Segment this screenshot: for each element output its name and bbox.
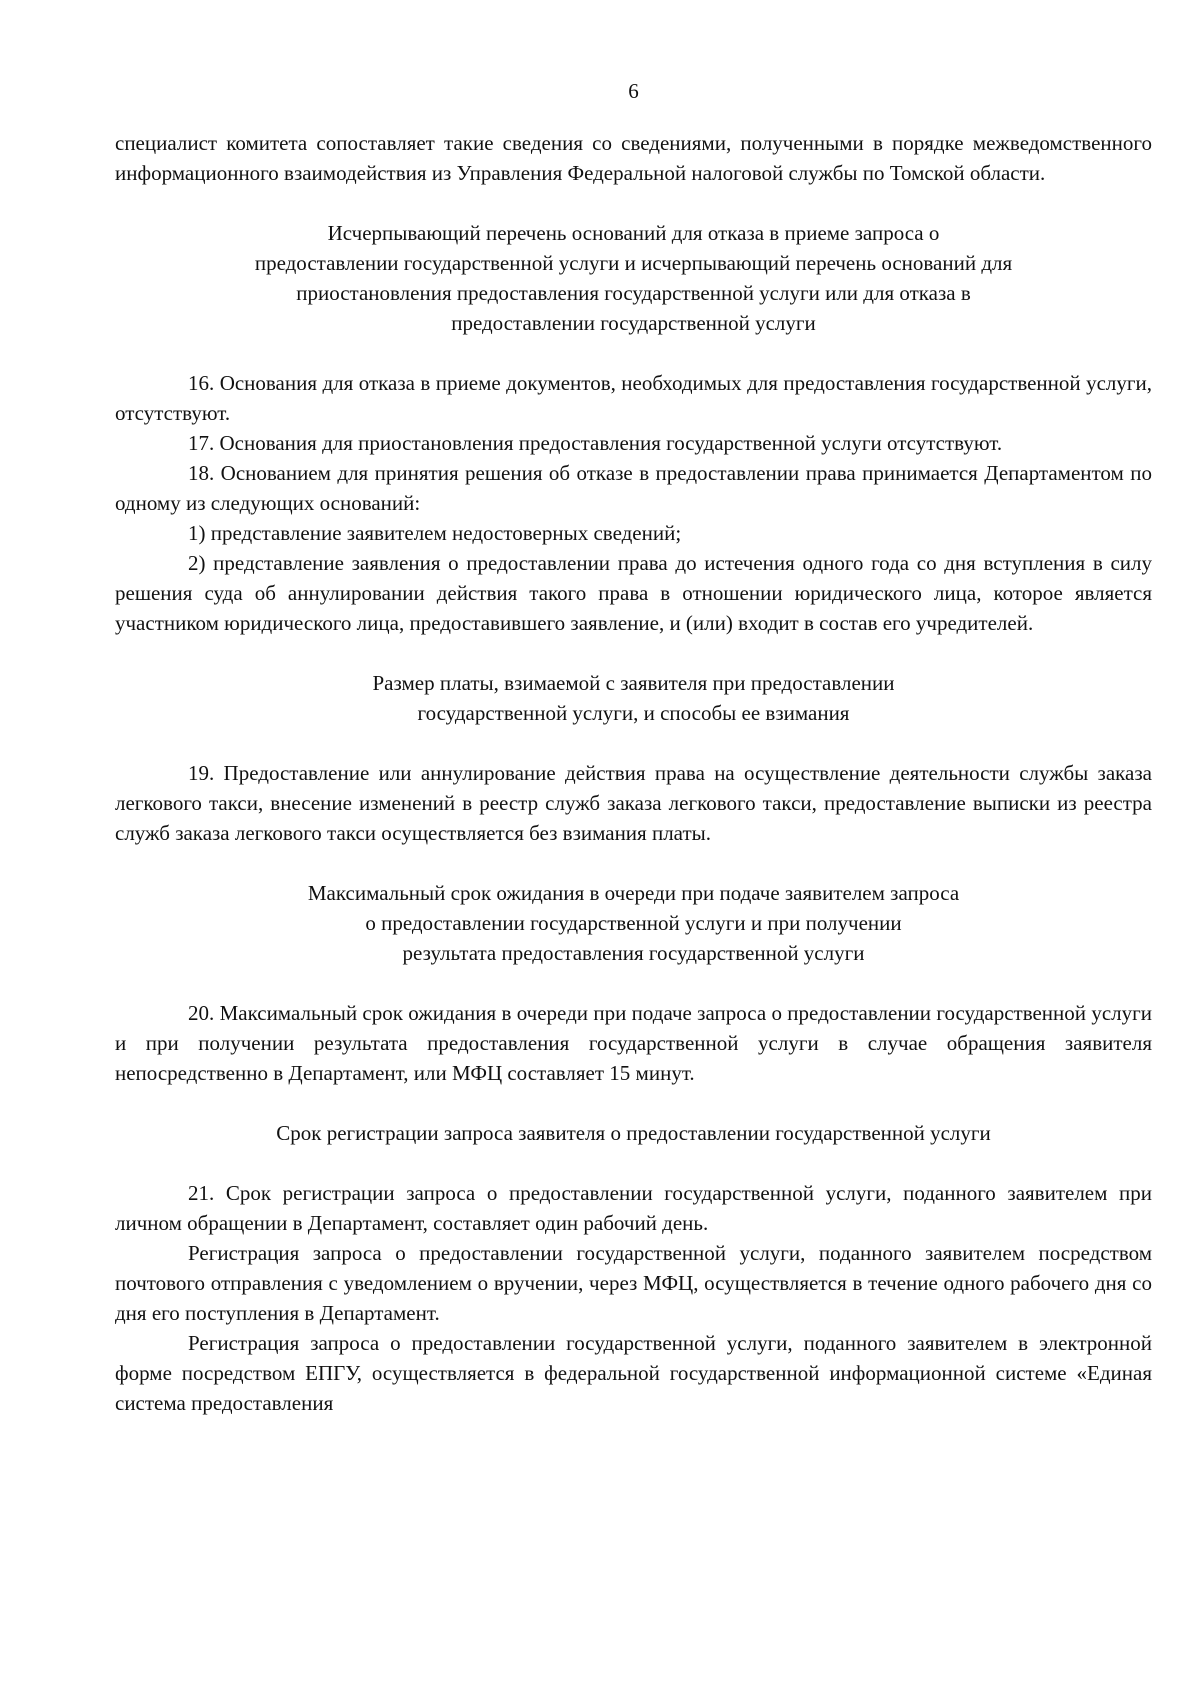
document-page: [115, 76, 1152, 1418]
paragraph-18-item-2: 2) представление заявления о предоставлении права до истечения одного года со дня вступления в силу решения суда об аннулировании действия такого права в отношении юридического лица, которое является участником юридического лица, предоставившего заявление, и (или) входит в состав его учредителей.: [115, 551, 1152, 635]
paragraph-20: 20. Максимальный срок ожидания в очереди при подаче запроса о предоставлении государственной услуги и при получении результата предоставления государственной услуги в случае обращения заявителя непосредственно в Департамент, или МФЦ составляет 15 минут.: [115, 1001, 1152, 1085]
section-body-queue: [115, 998, 1152, 1088]
heading-line: о предоставлении государственной услуги и при получении: [365, 911, 902, 935]
paragraph-17: 17. Основания для приостановления предоставления государственной услуги отсутствуют.: [188, 431, 1003, 455]
section-body-refusal: [115, 368, 1152, 638]
paragraph-21-mail: Регистрация запроса о предоставлении государственной услуги, поданного заявителем посредством почтового отправления с уведомлением о вручении, через МФЦ, осуществляется в течение одного рабочего дня со дня его поступления в Департамент.: [115, 1241, 1152, 1325]
section-heading-registration: [115, 1118, 1152, 1148]
heading-line: Максимальный срок ожидания в очереди при подаче заявителем запроса: [307, 881, 960, 905]
paragraph-16: 16. Основания для отказа в приеме документов, необходимых для предоставления государственной услуги, отсутствуют.: [115, 371, 1152, 425]
paragraph-18-item-1: 1) представление заявителем недостоверных сведений;: [188, 521, 682, 545]
section-body-registration: [115, 1178, 1152, 1418]
section-body-fee: [115, 758, 1152, 848]
paragraph-18: 18. Основанием для принятия решения об отказе в предоставлении права принимается Департаментом по одному из следующих оснований:: [115, 461, 1152, 515]
paragraph-continuation: специалист комитета сопоставляет такие сведения со сведениями, полученными в порядке межведомственного информационного взаимодействия из Управления Федеральной налоговой службы по Томской области.: [115, 131, 1152, 185]
paragraph-21: 21. Срок регистрации запроса о предоставлении государственной услуги, поданного заявителем при личном обращении в Департамент, составляет один рабочий день.: [115, 1181, 1152, 1235]
heading-line: предоставлении государственной услуги и исчерпывающий перечень оснований для: [254, 251, 1013, 275]
heading-line: Исчерпывающий перечень оснований для отказа в приеме запроса о: [327, 221, 940, 245]
heading-line: приостановления предоставления государственной услуги или для отказа в: [296, 281, 971, 305]
heading-line: результата предоставления государственной услуги: [402, 941, 865, 965]
section-heading-refusal: [115, 218, 1152, 338]
page-number: 6: [628, 79, 639, 103]
heading-line: предоставлении государственной услуги: [451, 311, 816, 335]
paragraph-21-electronic: Регистрация запроса о предоставлении государственной услуги, поданного заявителем в электронной форме посредством ЕПГУ, осуществляется в федеральной государственной информационной системе «Единая система предоставления: [115, 1331, 1152, 1415]
section-heading-queue: [115, 878, 1152, 968]
section-heading-fee: [115, 668, 1152, 728]
paragraph-19: 19. Предоставление или аннулирование действия права на осуществление деятельности службы заказа легкового такси, внесение изменений в реестр служб заказа легкового такси, предоставление выписки из реестра служб заказа легкового такси осуществляется без взимания платы.: [115, 761, 1152, 845]
heading-line: Размер платы, взимаемой с заявителя при предоставлении: [372, 671, 895, 695]
heading-line: государственной услуги, и способы ее взимания: [417, 701, 850, 725]
heading-line: Срок регистрации запроса заявителя о предоставлении государственной услуги: [276, 1121, 991, 1145]
